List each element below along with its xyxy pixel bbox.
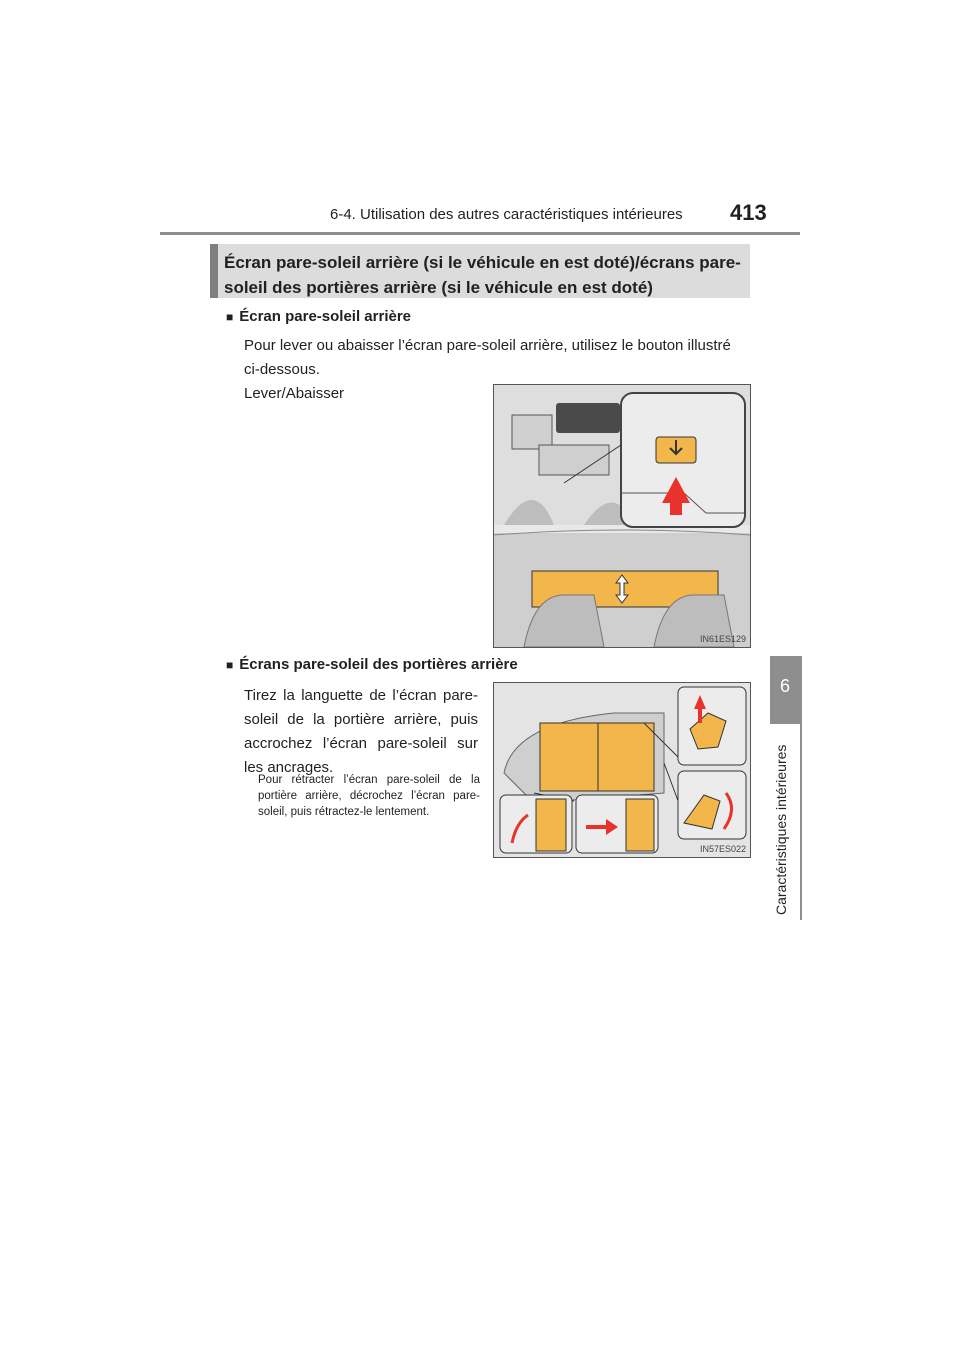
chapter-label: Caractéristiques intérieures: [773, 744, 789, 916]
rear-shade-figure-code: IN61ES129: [699, 634, 746, 644]
door-shades-figure: [493, 682, 751, 858]
section-title: Écran pare-soleil arrière (si le véhicule en est doté)/écrans pare-soleil des portières arrière (si le véhicule en est doté): [210, 244, 750, 298]
door-shades-heading: [226, 656, 518, 673]
rear-shade-heading-text: Écran pare-soleil arrière: [239, 308, 412, 325]
chapter-tab: [770, 656, 800, 724]
square-bullet-icon: ■: [226, 310, 234, 324]
door-shades-text: Tirez la languette de l’écran pare-soleil de la portière arrière, puis accrochez l’écran pare-soleil sur les ancrages.: [244, 687, 478, 776]
chapter-number: 6: [779, 676, 790, 696]
raise-lower-label: Lever/Abaisser: [244, 385, 345, 402]
rear-shade-heading: [226, 308, 411, 325]
square-bullet-icon: ■: [226, 658, 234, 672]
rear-shade-figure: [493, 384, 751, 648]
door-shades-note: Pour rétracter l’écran pare-soleil de la portière arrière, décrochez l’écran pare-soleil, puis rétractez-le lentement.: [258, 774, 480, 818]
rear-shade-text: Pour lever ou abaisser l’écran pare-soleil arrière, utilisez le bouton illustré ci-dessous.: [244, 337, 731, 378]
door-shades-heading-text: Écrans pare-soleil des portières arrière: [239, 656, 518, 673]
header-title: 6-4. Utilisation des autres caractéristiques intérieures: [330, 206, 683, 223]
chapter-rule: [800, 656, 802, 920]
page-number: 413: [730, 200, 767, 225]
door-shades-figure-code: IN57ES022: [699, 844, 746, 854]
header-rule: [160, 232, 800, 235]
